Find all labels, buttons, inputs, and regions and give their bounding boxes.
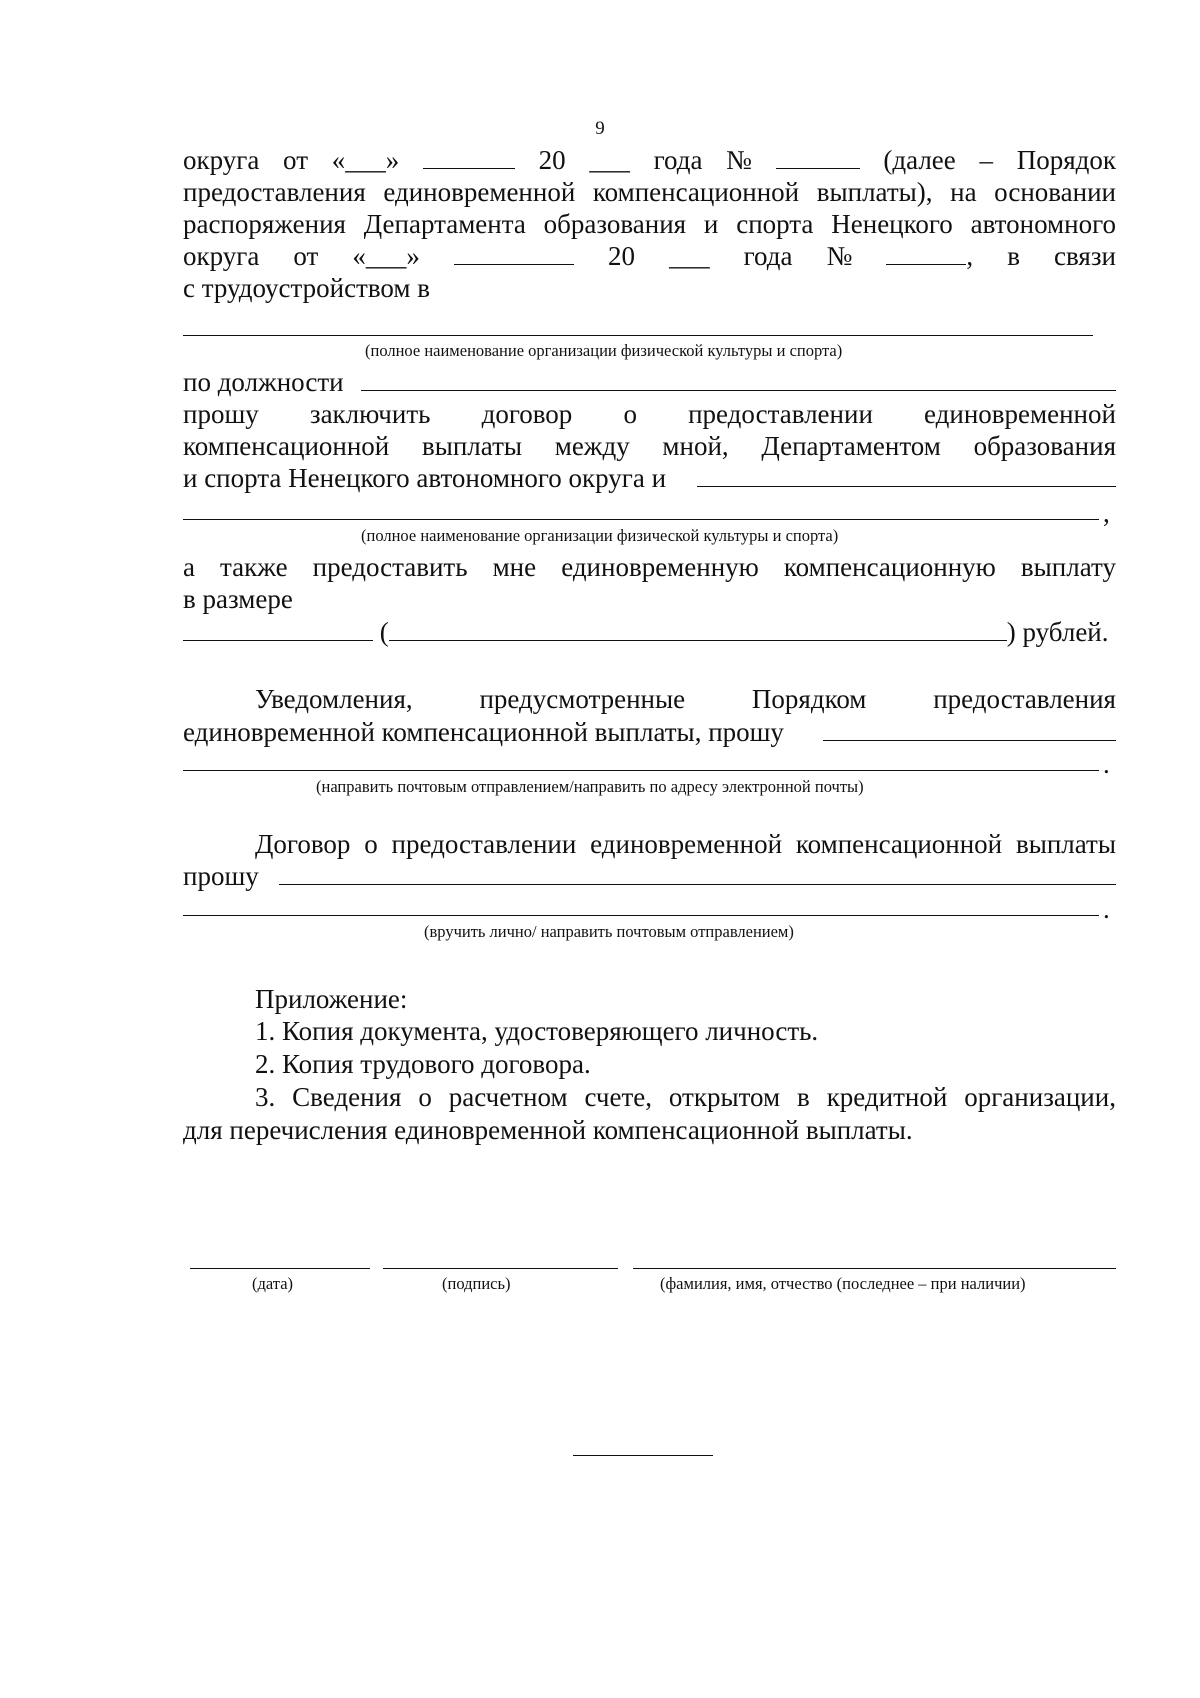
attachments-title: Приложение: [255,984,408,1014]
word: года [653,145,703,175]
text-line: прошу [183,861,259,891]
date-day-blank: «___» [331,145,400,175]
word: Сведения [292,1082,402,1112]
period: . [1103,749,1110,779]
word: образования [973,431,1116,461]
text-line: и спорта Ненецкого автономного округа и [183,463,667,493]
paragraph-2-line-3 [183,462,1116,494]
word: Порядок [1016,145,1116,175]
paragraph-2-line-1 [183,398,1116,430]
contract-delivery-field[interactable] [183,915,1099,916]
word: заключить [309,399,431,429]
word: а [183,552,195,582]
word: округа [183,241,260,271]
word: единовременной [924,399,1116,429]
word: также [220,552,288,582]
paragraph-2-line-2 [183,430,1116,462]
paragraph-1-line-1 [183,144,1116,176]
month-blank [454,240,574,265]
word: от [283,145,308,175]
word: счете, [584,1082,652,1112]
comma: , [1103,498,1110,528]
word: предоставлении [688,399,873,429]
word: о [623,399,637,429]
organization-name-line-2[interactable] [183,519,1099,520]
notification-method-field[interactable] [183,770,1099,771]
rubles-label: ) рублей. [1006,617,1109,647]
word: мной, [662,431,729,461]
year-blank: ___ [669,241,710,271]
amount-row [183,616,1116,648]
comma: , [966,241,974,271]
year-prefix: 20 [538,145,566,175]
caption-organization-2: (полное наименование организации физической культуры и спорта) [361,526,839,545]
notification-method-field-inline[interactable] [823,740,1116,741]
caption-notification: (направить почтовым отправлением/направить по адресу электронной почты) [316,777,864,796]
paragraph-4-line-2 [183,716,1116,748]
word: договор [481,399,573,429]
position-field[interactable] [361,390,1116,391]
word: в [797,1082,810,1112]
word: единовременную [561,552,759,582]
caption-contract: (вручить лично/ направить почтовым отправлением) [424,922,794,941]
open-paren: ( [379,617,389,647]
end-of-document-rule [573,1455,713,1456]
period: . [1103,894,1110,924]
word: связи [1054,241,1116,271]
word: о [418,1082,432,1112]
year-blank: ___ [589,145,630,175]
paragraph-1-line-4 [183,240,1116,272]
word: округа [183,145,260,175]
amount-words-field[interactable] [389,616,1007,641]
word: открытом [668,1082,781,1112]
attachment-item-3-line-2: для перечисления единовременной компенсационной выплаты. [183,1115,913,1145]
word: прошу [183,399,259,429]
organization-field-inline[interactable] [697,486,1116,487]
full-name-field[interactable] [633,1268,1116,1269]
amount-digits-field[interactable] [183,616,373,641]
date-day-blank: «___» [352,241,420,271]
paragraph-3-line-2: в размере [183,584,293,614]
attachment-item-2: 2. Копия трудового договора. [255,1049,591,1079]
word: выплату [1020,552,1116,582]
word: года [743,241,793,271]
number-sign: № [826,241,853,271]
paragraph-1-line-5: с трудоустройством в [183,273,430,303]
caption-organization-1: (полное наименование организации физической культуры и спорта) [365,341,843,360]
text-line: единовременной компенсационной выплаты, прошу [183,717,784,747]
word: Порядком [751,684,867,714]
attachment-item-1: 1. Копия документа, удостоверяющего личность. [255,1016,819,1046]
word: Департаментом [761,431,941,461]
order-number-blank [776,144,860,169]
page-number: 9 [595,118,605,139]
word: (далее [883,145,956,175]
paragraph-3-line-1 [183,551,1116,583]
position-row [183,366,1116,398]
word: расчетном [448,1082,568,1112]
paragraph-4-line-1 [183,683,1116,715]
word: организации, [964,1082,1116,1112]
word: предоставить [312,552,468,582]
month-blank [423,144,515,169]
word: в [1007,241,1020,271]
word: выплаты [421,431,523,461]
attachment-item-3-line-1 [183,1081,1116,1113]
caption-full-name: (фамилия, имя, отчество (последнее – при наличии) [660,1274,1026,1293]
word: от [293,241,319,271]
word: кредитной [826,1082,948,1112]
paragraph-1-line-3: распоряжения Департамента образования и спорта Ненецкого автономного [183,209,1116,239]
dash: – [979,145,993,175]
contract-delivery-field-inline[interactable] [279,884,1116,885]
order-number-blank [886,240,966,265]
order-number-field [886,240,973,272]
signature-field[interactable] [383,1268,618,1269]
paragraph-5-line-2 [183,860,1116,892]
organization-name-line-1[interactable] [183,335,1093,336]
word: между [554,431,630,461]
number-sign: № [726,145,752,175]
caption-signature: (подпись) [442,1274,511,1293]
word: Уведомления, [255,684,413,714]
word: предусмотренные [479,684,686,714]
word: мне [492,552,537,582]
year-prefix: 20 [608,241,636,271]
word: компенсационной [183,431,390,461]
position-label: по должности [183,367,344,397]
paragraph-5-line-1: Договор о предоставлении единовременной компенсационной выплаты [255,829,1116,859]
text-line: предоставления единовременной компенсационной выплаты), на основании [183,177,1116,207]
paragraph-1-line-2 [183,176,1116,208]
caption-date: (дата) [252,1274,294,1293]
word: 3. [255,1082,276,1112]
word: предоставления [933,684,1116,714]
date-field[interactable] [190,1268,370,1269]
word: компенсационную [783,552,996,582]
